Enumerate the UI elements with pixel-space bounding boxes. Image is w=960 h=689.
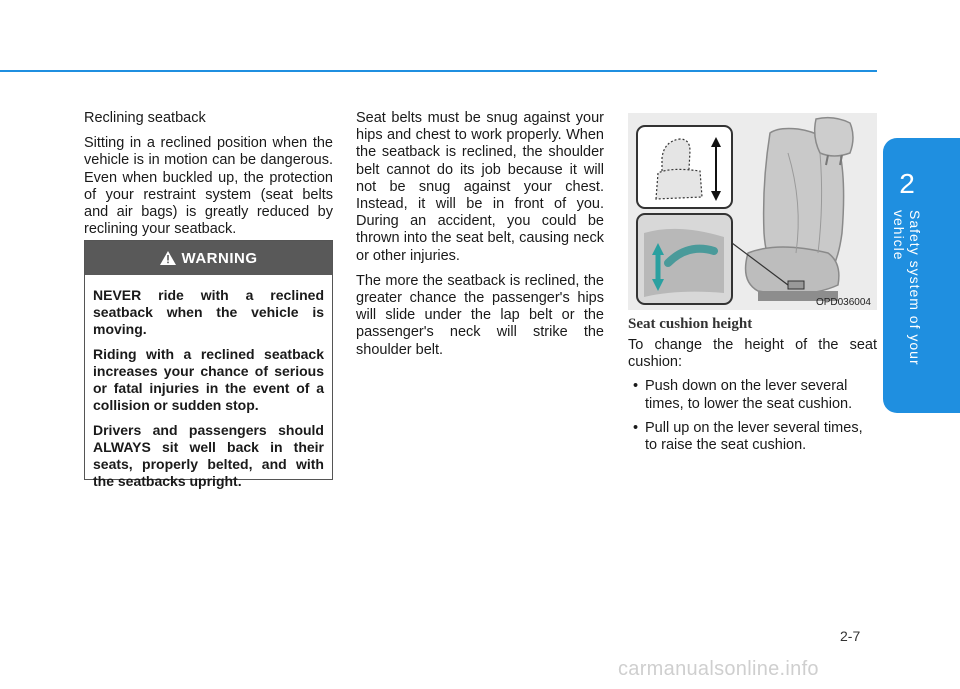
figure-code: OPD036004 [815,297,871,308]
bullet-list [628,378,877,454]
seat-height-intro: To change the height of the seat cushion: [628,337,877,371]
watermark: carmanualsonline.info [618,658,819,680]
seat-figure [628,113,877,310]
list-item: • Push down on the lever several times, to lower the seat cushion. [628,378,877,412]
seatbelt-paragraph: The more the seatback is reclined, the greater chance the passenger's hips will slide under the lap belt or the passenger's neck will strike the shoulder belt. [356,272,604,358]
reclining-heading: Reclining seatback [84,110,206,126]
seatbelt-paragraph: Seat belts must be snug against your hips and chest to work properly. When the seatback is reclined, the shoulder belt cannot do its job because it will not be snug against your chest. Instead, it will be in front of you. During an accident, you could be thrown into the seat belt, causing neck or other injuries. [356,110,604,264]
list-item: • Pull up on the lever several times, to raise the seat cushion. [628,420,877,454]
column-1 [84,110,333,246]
warning-triangle-icon [160,251,176,265]
warning-box [84,240,333,489]
chapter-title: Safety system of your vehicle [891,210,923,366]
warning-body [85,275,332,490]
section-heading: Seat cushion height [628,316,753,332]
column-3-text [628,337,877,461]
chapter-number: 2 [899,168,915,199]
warning-header [85,241,332,275]
chapter-tab [883,138,960,413]
warning-paragraph: Riding with a reclined seatback increases your chance of serious or fatal injuries in the event of a collision or sudden stop. [93,346,324,413]
seat-illustration [628,113,877,310]
column-2 [356,110,604,367]
warning-label: WARNING [181,249,258,267]
warning-paragraph: Drivers and passengers should ALWAYS sit well back in their seats, properly belted, and with the seatbacks upright. [93,422,324,489]
warning-paragraph: NEVER ride with a reclined seatback when the vehicle is moving. [93,287,324,337]
reclining-paragraph: Sitting in a reclined position when the vehicle is in motion can be dangerous. Even when buckled up, the protection of your restraint system (seat belts and air bags) is greatly reduced by reclining your seatback. [84,135,333,238]
page-number: 2-7 [840,628,861,644]
top-rule [0,70,877,72]
